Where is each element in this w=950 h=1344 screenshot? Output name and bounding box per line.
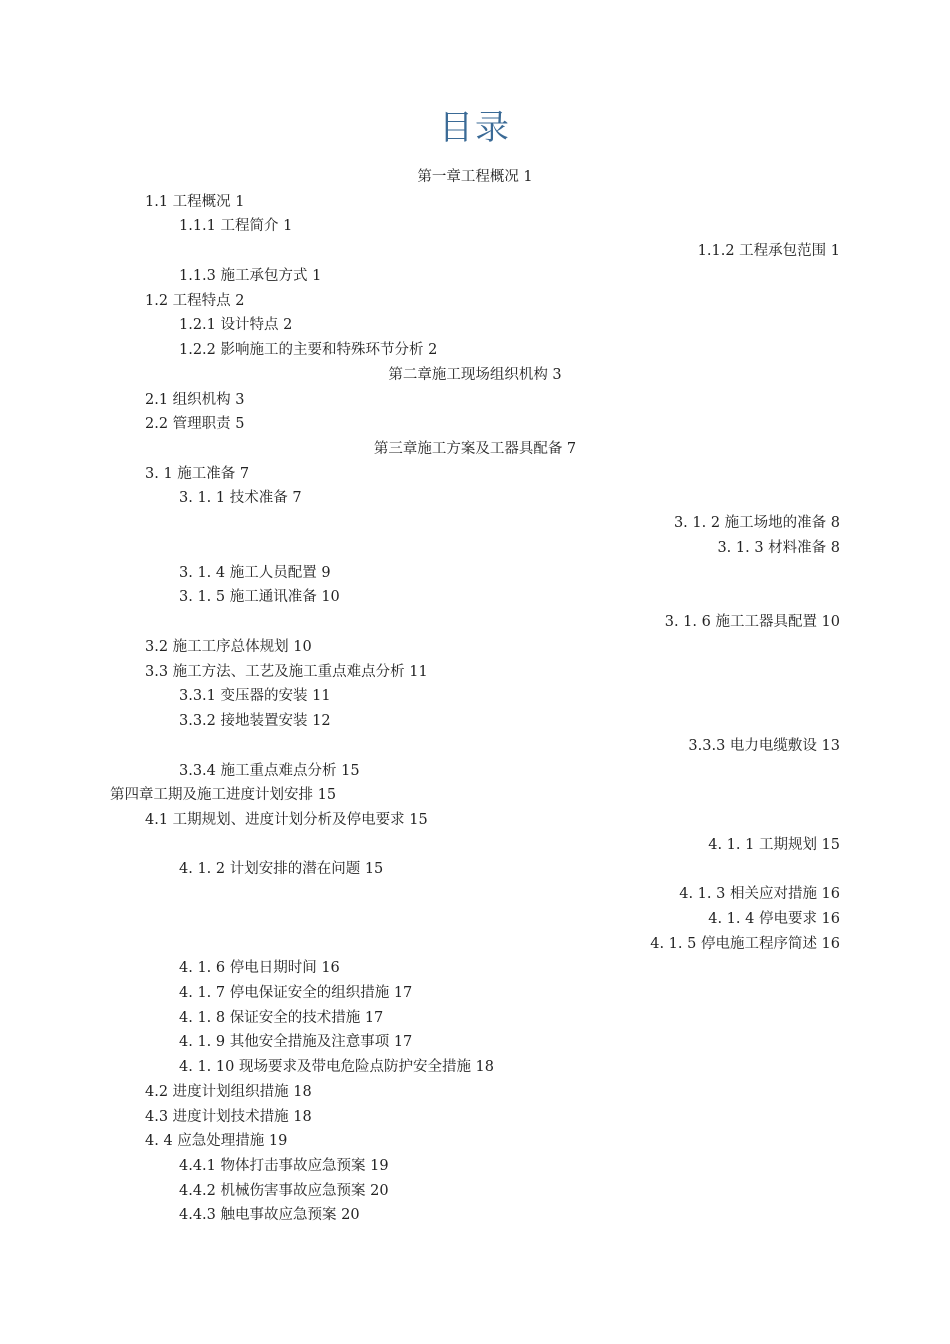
toc-subsection-3-1-3[interactable]: 3. 1. 3 材料准备 8	[717, 540, 840, 556]
toc-subsection-3-1-5[interactable]: 3. 1. 5 施工通讯准备 10	[179, 589, 340, 605]
toc-subsection-1-1-1[interactable]: 1.1.1 工程简介 1	[179, 218, 293, 234]
toc-subsection-4-1-6[interactable]: 4. 1. 6 停电日期时间 16	[179, 960, 340, 976]
toc-chapter-2[interactable]: 第二章施工现场组织机构 3	[388, 367, 562, 383]
toc-section-4-2[interactable]: 4.2 进度计划组织措施 18	[145, 1084, 312, 1100]
toc-subsection-3-1-6[interactable]: 3. 1. 6 施工工器具配置 10	[664, 614, 840, 630]
toc-section-4-4[interactable]: 4. 4 应急处理措施 19	[145, 1133, 288, 1149]
toc-subsection-1-2-2[interactable]: 1.2.2 影响施工的主要和特殊环节分析 2	[179, 342, 438, 358]
toc-subsection-4-1-1[interactable]: 4. 1. 1 工期规划 15	[708, 837, 840, 853]
toc-subsection-3-1-1[interactable]: 3. 1. 1 技术准备 7	[179, 490, 302, 506]
toc-section-3-2[interactable]: 3.2 施工工序总体规划 10	[145, 639, 312, 655]
toc-title: 目录	[439, 108, 511, 148]
toc-subsection-3-1-2[interactable]: 3. 1. 2 施工场地的准备 8	[673, 515, 840, 531]
toc-section-1-1[interactable]: 1.1 工程概况 1	[145, 194, 245, 210]
toc-subsection-4-1-3[interactable]: 4. 1. 3 相关应对措施 16	[679, 886, 840, 902]
toc-subsection-3-3-3[interactable]: 3.3.3 电力电缆敷设 13	[688, 738, 840, 754]
toc-subsection-4-1-9[interactable]: 4. 1. 9 其他安全措施及注意事项 17	[179, 1034, 413, 1050]
toc-subsection-3-3-1[interactable]: 3.3.1 变压器的安装 11	[179, 688, 331, 704]
toc-subsection-3-1-4[interactable]: 3. 1. 4 施工人员配置 9	[179, 565, 331, 581]
toc-subsection-4-1-8[interactable]: 4. 1. 8 保证安全的技术措施 17	[179, 1010, 384, 1026]
toc-subsection-1-1-3[interactable]: 1.1.3 施工承包方式 1	[179, 268, 322, 284]
toc-subsection-4-4-1[interactable]: 4.4.1 物体打击事故应急预案 19	[179, 1158, 389, 1174]
toc-section-3-1[interactable]: 3. 1 施工准备 7	[145, 466, 250, 482]
toc-section-2-2[interactable]: 2.2 管理职责 5	[145, 416, 245, 432]
toc-subsection-4-1-4[interactable]: 4. 1. 4 停电要求 16	[708, 911, 840, 927]
toc-subsection-1-1-2[interactable]: 1.1.2 工程承包范围 1	[697, 243, 840, 259]
toc-chapter-3[interactable]: 第三章施工方案及工器具配备 7	[373, 441, 577, 457]
toc-section-4-1[interactable]: 4.1 工期规划、进度计划分析及停电要求 15	[145, 812, 428, 828]
toc-subsection-1-2-1[interactable]: 1.2.1 设计特点 2	[179, 317, 293, 333]
toc-subsection-4-4-3[interactable]: 4.4.3 触电事故应急预案 20	[179, 1207, 360, 1223]
toc-subsection-4-1-5[interactable]: 4. 1. 5 停电施工程序简述 16	[650, 936, 840, 952]
toc-section-2-1[interactable]: 2.1 组织机构 3	[145, 392, 245, 408]
toc-section-1-2[interactable]: 1.2 工程特点 2	[145, 293, 245, 309]
toc-chapter-4[interactable]: 第四章工期及施工进度计划安排 15	[110, 787, 337, 803]
toc-subsection-3-3-4[interactable]: 3.3.4 施工重点难点分析 15	[179, 763, 360, 779]
toc-subsection-4-1-10[interactable]: 4. 1. 10 现场要求及带电危险点防护安全措施 18	[179, 1059, 495, 1075]
toc-subsection-3-3-2[interactable]: 3.3.2 接地装置安装 12	[179, 713, 331, 729]
toc-chapter-1[interactable]: 第一章工程概况 1	[417, 169, 533, 185]
toc-subsection-4-1-7[interactable]: 4. 1. 7 停电保证安全的组织措施 17	[179, 985, 413, 1001]
toc-subsection-4-4-2[interactable]: 4.4.2 机械伤害事故应急预案 20	[179, 1183, 389, 1199]
toc-section-4-3[interactable]: 4.3 进度计划技术措施 18	[145, 1109, 312, 1125]
toc-subsection-4-1-2[interactable]: 4. 1. 2 计划安排的潜在问题 15	[179, 861, 384, 877]
toc-section-3-3[interactable]: 3.3 施工方法、工艺及施工重点难点分析 11	[145, 664, 428, 680]
